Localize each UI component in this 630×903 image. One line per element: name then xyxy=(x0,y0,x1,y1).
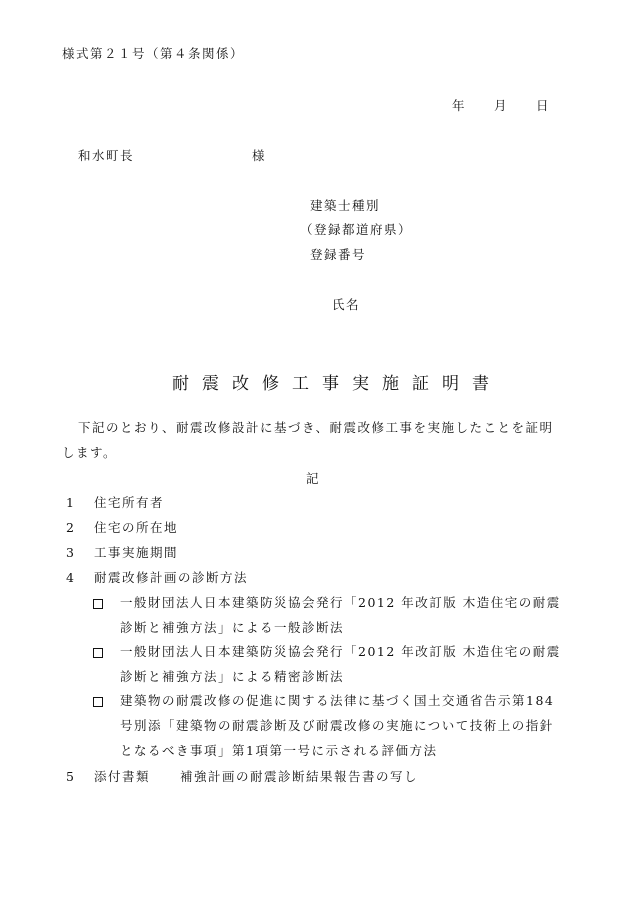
attachment-number: 5 xyxy=(66,769,76,784)
item-label: 住宅所有者 xyxy=(94,495,165,510)
method-3-checkbox[interactable] xyxy=(93,694,103,709)
item-row xyxy=(66,543,178,561)
method-2-checkbox[interactable] xyxy=(93,645,103,660)
method-1-line-2: 診断と補強方法」による一般診断法 xyxy=(120,620,345,635)
registration-number-label: 登録番号 xyxy=(310,247,367,262)
attachment-row xyxy=(66,767,150,785)
addressee-honorific: 様 xyxy=(252,148,267,163)
item-label: 住宅の所在地 xyxy=(94,520,179,535)
item-row xyxy=(66,518,178,536)
attachment-label: 添付書類 xyxy=(94,769,151,784)
body-line-1: 下記のとおり、耐震改修設計に基づき、耐震改修工事を実施したことを証明 xyxy=(78,420,554,435)
method-1-checkbox[interactable] xyxy=(93,596,103,611)
addressee-name: 和水町長 xyxy=(78,148,135,163)
method-2-line-2: 診断と補強方法」による精密診断法 xyxy=(120,669,345,684)
date-year-label: 年 xyxy=(452,98,467,113)
architect-type-label: 建築士種別 xyxy=(310,198,381,213)
item-number: 1 xyxy=(66,495,76,510)
body-line-2: します。 xyxy=(62,445,118,460)
method-3-line-3: となるべき事項」第1項第一号に示される評価方法 xyxy=(120,743,438,758)
ki-mark: 記 xyxy=(306,471,321,486)
attachment-value: 補強計画の耐震診断結果報告書の写し xyxy=(180,769,419,784)
method-1-line-1: 一般財団法人日本建築防災協会発行「2012 年改訂版 木造住宅の耐震 xyxy=(120,595,561,610)
document-title: 耐震改修工事実施証明書 xyxy=(172,374,502,394)
method-2-line-1: 一般財団法人日本建築防災協会発行「2012 年改訂版 木造住宅の耐震 xyxy=(120,644,561,659)
method-3-line-2: 号別添「建築物の耐震診断及び耐震改修の実施について技術上の指針 xyxy=(120,718,554,733)
date-month-label: 月 xyxy=(494,98,509,113)
item-number: 4 xyxy=(66,570,76,585)
item-number: 3 xyxy=(66,545,76,560)
item-number: 2 xyxy=(66,520,76,535)
item-row xyxy=(66,493,164,511)
form-number: 様式第２１号（第４条関係） xyxy=(62,46,245,61)
registration-prefecture-label: （登録都道府県） xyxy=(300,222,413,237)
item-row xyxy=(66,568,248,586)
item-label: 工事実施期間 xyxy=(94,545,179,560)
method-3-line-1: 建築物の耐震改修の促進に関する法律に基づく国土交通省告示第184 xyxy=(120,693,555,708)
architect-name-label: 氏名 xyxy=(332,297,361,312)
date-day-label: 日 xyxy=(536,98,551,113)
item-label: 耐震改修計画の診断方法 xyxy=(94,570,249,585)
